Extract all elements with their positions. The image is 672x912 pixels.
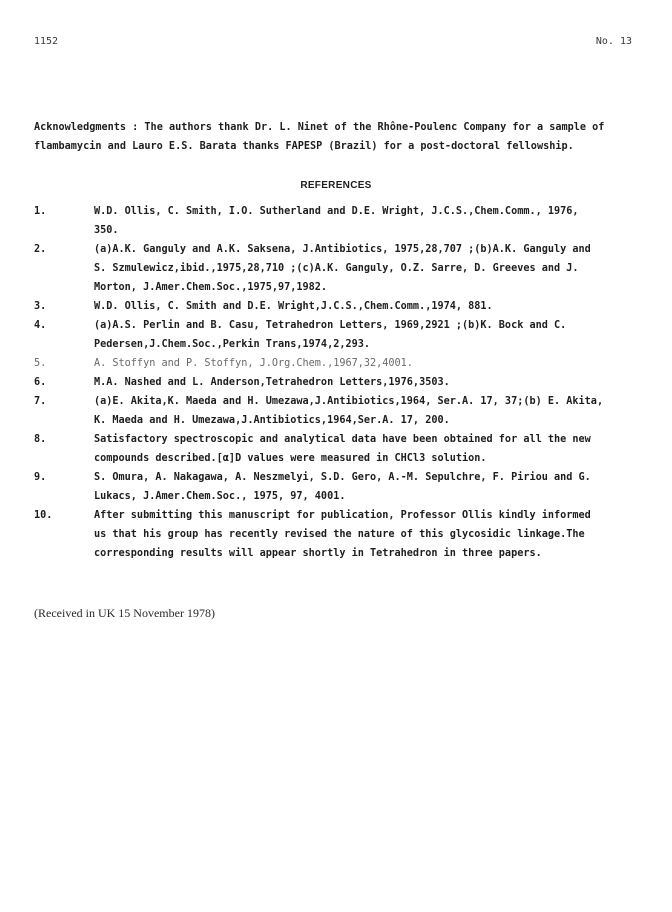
reference-item-8 (34, 430, 608, 468)
reference-number: 7. (34, 396, 47, 407)
references-list (34, 202, 608, 563)
acknowledgements-text: The authors thank Dr. L. Ninet of the Rhône-Poulenc Company for a sample of flambamycin and Lauro E.S. Barata thanks FAPESP (Brazil) for a post-doctoral fellowship. (34, 122, 605, 152)
reference-number: 1. (34, 206, 47, 217)
reference-number: 10. (34, 510, 53, 521)
received-date: (Received in UK 15 November 1978) (34, 606, 215, 620)
reference-number: 5. (34, 358, 47, 369)
reference-number: 9. (34, 472, 47, 483)
reference-number: 4. (34, 320, 47, 331)
reference-item-1 (34, 202, 608, 240)
reference-text: Satisfactory spectroscopic and analytical data have been obtained for all the new compounds described.[α]D values were measured in CHCl3 solution. (94, 434, 591, 464)
reference-text: M.A. Nashed and L. Anderson,Tetrahedron Letters,1976,3503. (94, 377, 450, 388)
reference-number: 2. (34, 244, 47, 255)
references-heading: REFERENCES (300, 180, 372, 191)
reference-number: 3. (34, 301, 47, 312)
issue-number: No. 13 (595, 36, 632, 47)
reference-text: A. Stoffyn and P. Stoffyn, J.Org.Chem.,1967,32,4001. (94, 358, 413, 369)
reference-item-2 (34, 240, 608, 297)
reference-text: W.D. Ollis, C. Smith, I.O. Sutherland and D.E. Wright, J.C.S.,Chem.Comm., 1976, 350. (94, 206, 579, 236)
reference-text: S. Omura, A. Nakagawa, A. Neszmelyi, S.D. Gero, A.-M. Sepulchre, F. Piriou and G. Lukacs, J.Amer.Chem.Soc., 1975, 97, 4001. (94, 472, 591, 502)
reference-item-10 (34, 506, 608, 563)
reference-item-5 (34, 354, 608, 373)
reference-item-6 (34, 373, 608, 392)
acknowledgements-paragraph (34, 118, 614, 156)
reference-item-7 (34, 392, 608, 430)
reference-number: 6. (34, 377, 47, 388)
reference-text: (a)A.S. Perlin and B. Casu, Tetrahedron Letters, 1969,2921 ;(b)K. Bock and C. Pedersen,J.Chem.Soc.,Perkin Trans,1974,2,293. (94, 320, 567, 350)
reference-number: 8. (34, 434, 47, 445)
reference-item-4 (34, 316, 608, 354)
reference-text: (a)A.K. Ganguly and A.K. Saksena, J.Antibiotics, 1975,28,707 ;(b)A.K. Ganguly and S. Szmulewicz,ibid.,1975,28,710 ;(c)A.K. Ganguly, O.Z. Sarre, D. Greeves and J. Morton, J.Amer.Chem.Soc.,1975,97,1982. (94, 244, 591, 293)
page-number: 1152 (34, 36, 59, 47)
reference-text: W.D. Ollis, C. Smith and D.E. Wright,J.C.S.,Chem.Comm.,1974, 881. (94, 301, 493, 312)
reference-item-3 (34, 297, 608, 316)
reference-item-9 (34, 468, 608, 506)
reference-text: After submitting this manuscript for publication, Professor Ollis kindly informed us that his group has recently revised the nature of this glycosidic linkage.The corresponding results will appear shortly in Tetrahedron in three papers. (94, 510, 591, 559)
reference-text: (a)E. Akita,K. Maeda and H. Umezawa,J.Antibiotics,1964, Ser.A. 17, 37;(b) E. Akita, K. Maeda and H. Umezawa,J.Antibiotics,1964,Ser.A. 17, 200. (94, 396, 604, 426)
acknowledgements-label: Acknowledgments : (34, 122, 139, 133)
